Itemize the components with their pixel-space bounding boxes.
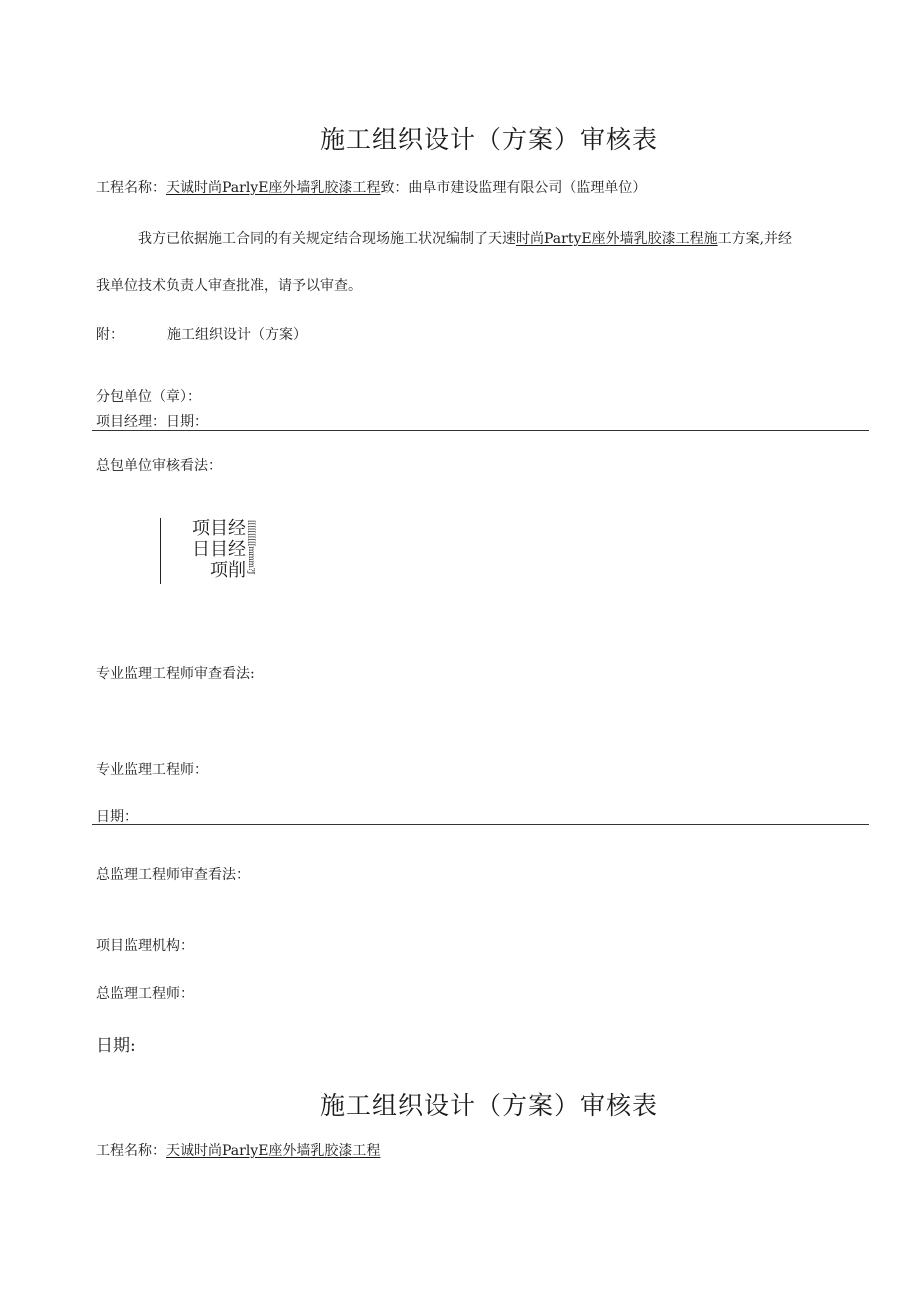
attachment-label: 附： — [96, 327, 124, 343]
project-line — [96, 1140, 380, 1160]
addressee: 致：曲阜市建设监理有限公司（监理单位） — [380, 180, 647, 196]
project-name: 天诚时尚ParlyE座外墙乳胶漆工程 — [166, 180, 381, 196]
stamp-line: 日目经 — [192, 539, 246, 560]
project-name: 天诚时尚ParlyE座外墙乳胶漆工程 — [166, 1143, 381, 1159]
body-intro: 我方已依据施工合同的有关规定结合现场施工状况编制了天速 — [138, 231, 516, 247]
date-label: 日期: — [96, 1036, 136, 1056]
body-tail: 工方案,并经 — [717, 231, 793, 247]
subcontractor-seal-label: 分包单位（章）： — [96, 389, 201, 405]
body-paragraph-line-1 — [138, 228, 792, 248]
form-title: 施工组织设计（方案）审核表 — [320, 125, 659, 154]
body-paragraph-line-2: 我单位技术负责人审查批准，请予以审查。 — [96, 278, 362, 294]
project-manager-stamp — [180, 518, 246, 581]
chief-supervisor-label: 总监理工程师： — [96, 986, 194, 1002]
form-title: 施工组织设计（方案）审核表 — [320, 1091, 659, 1120]
chief-supervisor-opinion-label: 总监理工程师审查看法： — [96, 867, 250, 883]
stamp-line: 项目经 — [192, 518, 246, 539]
body-project-name: 时尚PartyE座外墙乳胶漆工程施 — [516, 231, 718, 247]
divider-line — [92, 824, 869, 825]
project-line — [96, 177, 646, 197]
supervision-org-label: 项目监理机构： — [96, 938, 194, 954]
supervisor-opinion-label: 专业监理工程师审查看法: — [96, 666, 255, 682]
project-label: 工程名称： — [96, 180, 166, 196]
supervisor-label: 专业监理工程师： — [96, 762, 208, 778]
date-label: 日期： — [96, 809, 138, 825]
project-manager-date-label: 项目经理：日期： — [96, 414, 208, 430]
attachment-value: 施工组织设计（方案） — [167, 327, 307, 343]
divider-line — [92, 430, 869, 431]
stamp-border — [160, 518, 161, 584]
stamp-line: 项削 — [210, 560, 246, 581]
project-label: 工程名称： — [96, 1143, 166, 1159]
stamp-side-marks: [[[[[[[[[[mmm?J — [247, 520, 256, 574]
general-contractor-opinion-label: 总包单位审核看法： — [96, 458, 222, 474]
